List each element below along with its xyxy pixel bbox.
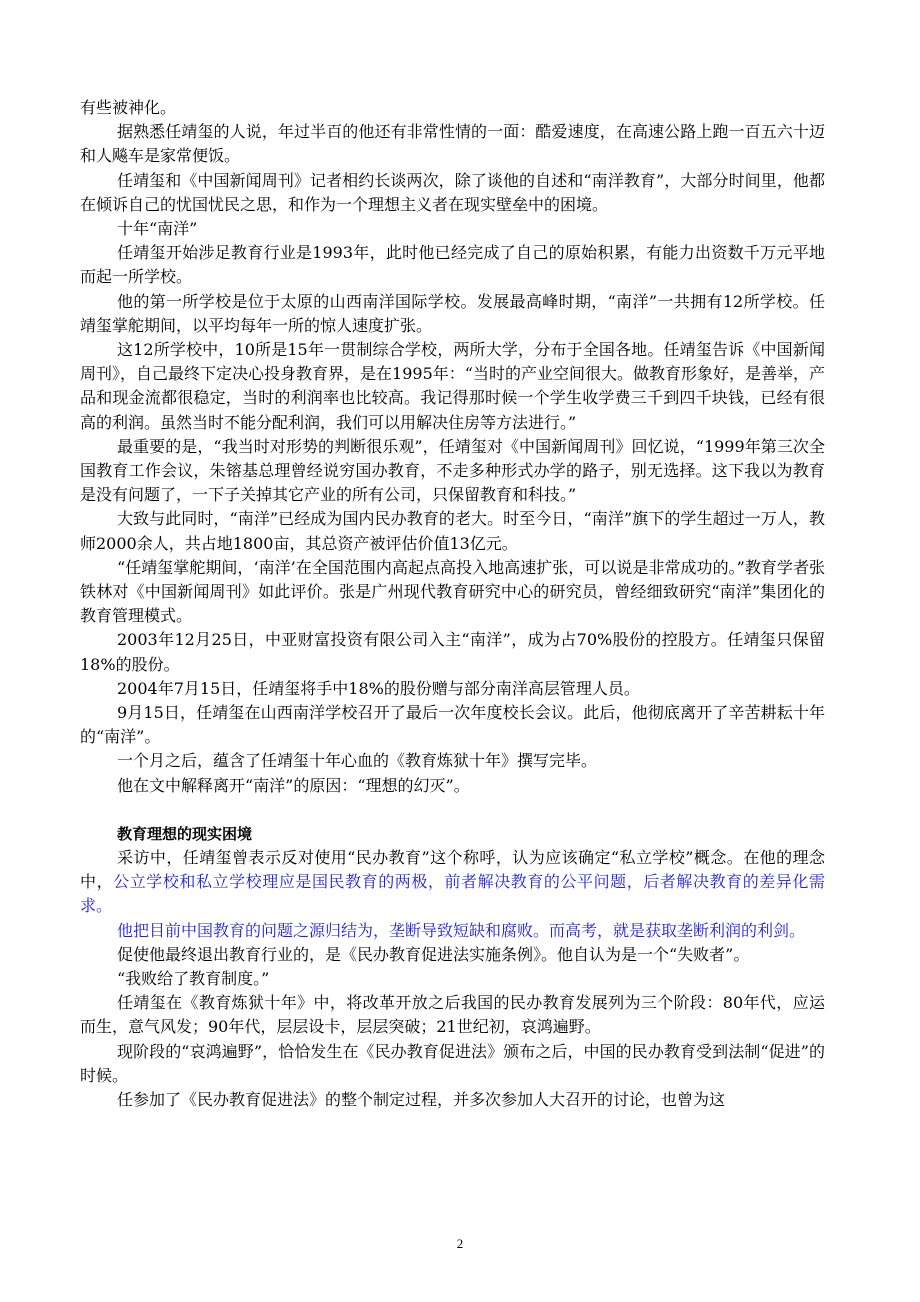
paragraph: 据熟悉任靖玺的人说，年过半百的他还有非常性情的一面：酷爱速度，在高速公路上跑一百五六十迈和人飚车是家常便饭。 [80,122,825,166]
paragraph: 促使他最终退出教育行业的，是《民办教育促进法实施条例》。他自认为是一个“失败者”。 [117,944,750,964]
highlighted-paragraph: 他把目前中国教育的问题之源归结为，垄断导致短缺和腐败。而高考，就是获取垄断利润的利剑。 [117,920,806,940]
paragraph: 有些被神化。 [80,98,177,117]
section-spacer [80,798,825,822]
paragraph: 这12所学校中，10所是15年一贯制综合学校，两所大学，分布于全国各地。任靖玺告诉《中国新闻周刊》，自己最终下定决心投身教育界，是在1995年：“当时的产业空间很大。做教育形象好，是善举，产品和现金流都很稳定，当时的利润率也比较高。我记得那时候一个学生收学费三千到四千块钱，已经有很高的利润。虽然当时不能分配利润，我们可以用解决住房等方法进行。” [80,340,825,432]
paragraph: 他在文中解释离开“南洋”的原因：“理想的幻灭”。 [117,775,470,795]
paragraph: 他的第一所学校是位于太原的山西南洋国际学校。发展最高峰时期，“南洋”一共拥有12所学校。任靖玺掌舵期间，以平均每年一所的惊人速度扩张。 [80,291,825,335]
subheading-paragraph: 十年“南洋” [117,219,198,239]
paragraph: 9月15日，任靖玺在山西南洋学校召开了最后一次年度校长会议。此后，他彻底离开了辛苦耕耘十年的“南洋”。 [80,703,825,747]
paragraph: 现阶段的“哀鸿遍野”，恰恰发生在《民办教育促进法》颁布之后，中国的民办教育受到法制“促进”的时候。 [80,1041,825,1085]
paragraph-text: 采访中，任靖玺曾表示反对使用“民办教育”这个称呼，认为应该确定“私立学校”概念。在他的理念中， [80,847,825,892]
document-page [80,96,825,1112]
highlighted-text: 公立学校和私立学校理应是国民教育的两极，前者解决教育的公平问题，后者解决教育的差异化需求。 [80,872,825,916]
paragraph: 最重要的是，“我当时对形势的判断很乐观”，任靖玺对《中国新闻周刊》回忆说，“1999年第三次全国教育工作会议，朱镕基总理曾经说穷国办教育，不走多种形式办学的路子，别无选择。这下我以为教育是没有问题了，一下子关掉其它产业的所有公司，只保留教育和科技。” [80,436,825,505]
paragraph: 大致与此同时，“南洋”已经成为国内民办教育的老大。时至今日，“南洋”旗下的学生超过一万人，教师2000余人，共占地1800亩，其总资产被评估价值13亿元。 [80,509,825,553]
paragraph: 任靖玺开始涉足教育行业是1993年，此时他已经完成了自己的原始积累，有能力出资数千万元平地而起一所学校。 [80,243,825,287]
paragraph: 2003年12月25日，中亚财富投资有限公司入主“南洋”，成为占70%股份的控股方。任靖玺只保留18%的股份。 [80,630,825,674]
section-heading: 教育理想的现实困境 [117,824,253,843]
paragraph: 任靖玺和《中国新闻周刊》记者相约长谈两次，除了谈他的自述和“南洋教育”，大部分时间里，他都在倾诉自己的忧国忧民之思，和作为一个理想主义者在现实壁垒中的困境。 [80,170,825,214]
quote-paragraph: “任靖玺掌舵期间，‘南洋’在全国范围内高起点高投入地高速扩张，可以说是非常成功的。”教育学者张铁林对《中国新闻周刊》如此评价。张是广州现代教育研究中心的研究员，曾经细致研究“南洋”集团化的教育管理模式。 [80,557,825,626]
paragraph: 任靖玺在《教育炼狱十年》中，将改革开放之后我国的民办教育发展列为三个阶段：80年代，应运而生，意气风发；90年代，层层设卡，层层突破；21世纪初，哀鸿遍野。 [80,993,825,1037]
paragraph-mixed [80,846,825,919]
page-number: 2 [456,1236,464,1251]
paragraph: 2004年7月15日，任靖玺将手中18%的股份赠与部分南洋高层管理人员。 [117,678,640,698]
paragraph: 任参加了《民办教育促进法》的整个制定过程，并多次参加人大召开的讨论，也曾为这 [117,1089,726,1109]
paragraph: 一个月之后，蕴含了任靖玺十年心血的《教育炼狱十年》撰写完毕。 [117,751,598,771]
quote-paragraph: “我败给了教育制度。” [117,968,270,988]
